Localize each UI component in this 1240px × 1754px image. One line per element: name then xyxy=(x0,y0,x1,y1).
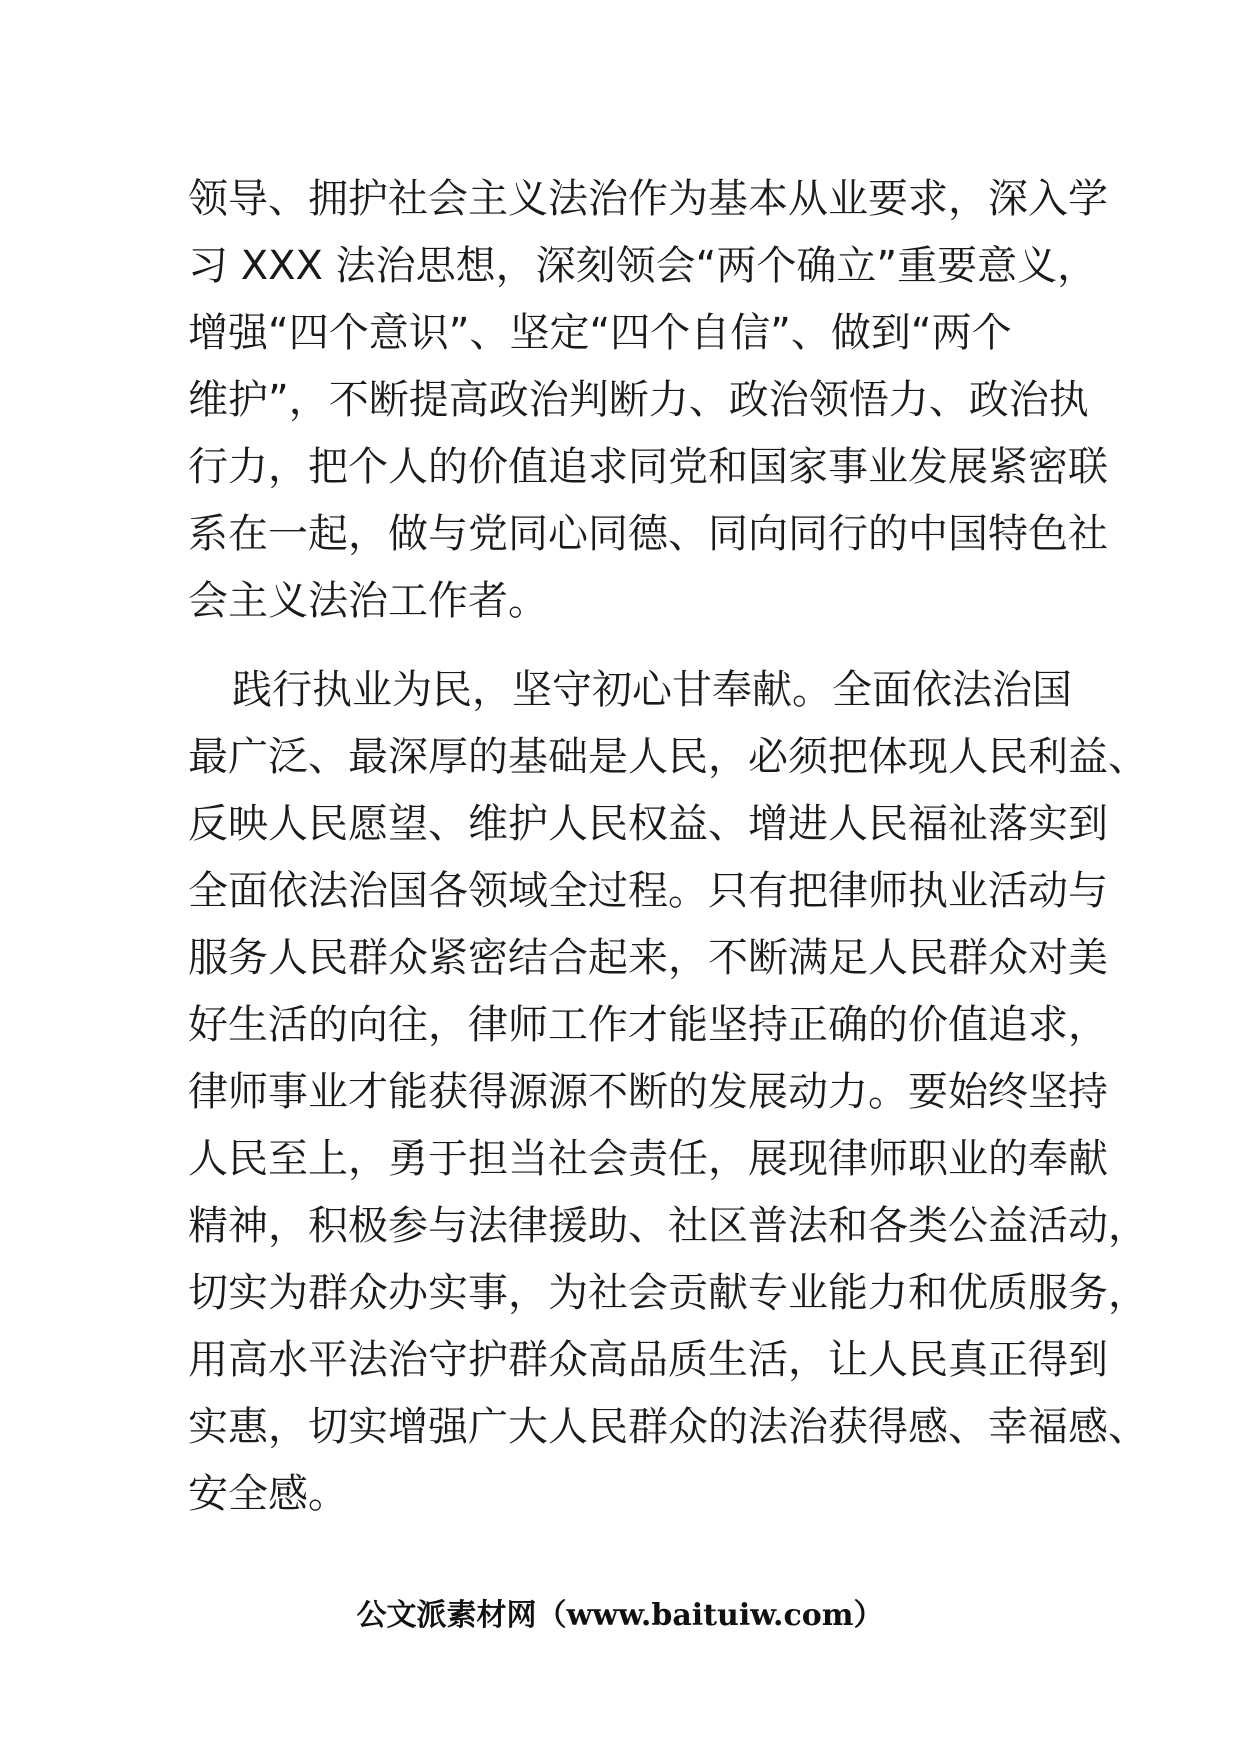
text-line: 用高水平法治守护群众高品质生活，让人民真正得到 xyxy=(188,1337,1108,1383)
text-line: 领导、拥护社会主义法治作为基本从业要求，深入学 xyxy=(188,176,1108,222)
text-line: 安全感。 xyxy=(188,1471,348,1517)
text-line: 最广泛、最深厚的基础是人民，必须把体现人民利益、 xyxy=(188,734,1148,780)
text-line: 服务人民群众紧密结合起来，不断满足人民群众对美 xyxy=(188,935,1108,981)
text-line: 增强“四个意识”、坚定“四个自信”、做到“两个 xyxy=(188,310,1012,356)
text-line-first: 践行执业为民，坚守初心甘奉献。全面依法治国 xyxy=(232,667,1072,713)
text-line: 实惠，切实增强广大人民群众的法治获得感、幸福感、 xyxy=(188,1404,1148,1450)
text-line: 反映人民愿望、维护人民权益、增进人民福祉落实到 xyxy=(188,801,1108,847)
text-line: 行力，把个人的价值追求同党和国家事业发展紧密联 xyxy=(188,444,1108,490)
text-line: 切实为群众办实事，为社会贡献专业能力和优质服务， xyxy=(188,1270,1148,1316)
paragraph-2 xyxy=(188,657,1148,1528)
paragraph-spacer xyxy=(188,635,1068,657)
paragraph-1 xyxy=(188,166,1108,635)
text-line: 律师事业才能获得源源不断的发展动力。要始终坚持 xyxy=(188,1069,1108,1115)
text-line: 人民至上，勇于担当社会责任，展现律师职业的奉献 xyxy=(188,1136,1108,1182)
text-line: 好生活的向往，律师工作才能坚持正确的价值追求， xyxy=(188,1002,1108,1048)
page-footer: 公文派素材网（www.baituiw.com） xyxy=(356,1598,884,1633)
text-line: 系在一起，做与党同心同德、同向同行的中国特色社 xyxy=(188,511,1108,557)
text-line: 会主义法治工作者。 xyxy=(188,578,548,624)
document-body xyxy=(188,166,1148,1528)
text-line: 全面依法治国各领域全过程。只有把律师执业活动与 xyxy=(188,868,1108,914)
text-line: 习 XXX 法治思想，深刻领会“两个确立”重要意义， xyxy=(188,243,1098,289)
text-line: 维护”，不断提高政治判断力、政治领悟力、政治执 xyxy=(188,377,1089,423)
text-line: 精神，积极参与法律援助、社区普法和各类公益活动， xyxy=(188,1203,1148,1249)
